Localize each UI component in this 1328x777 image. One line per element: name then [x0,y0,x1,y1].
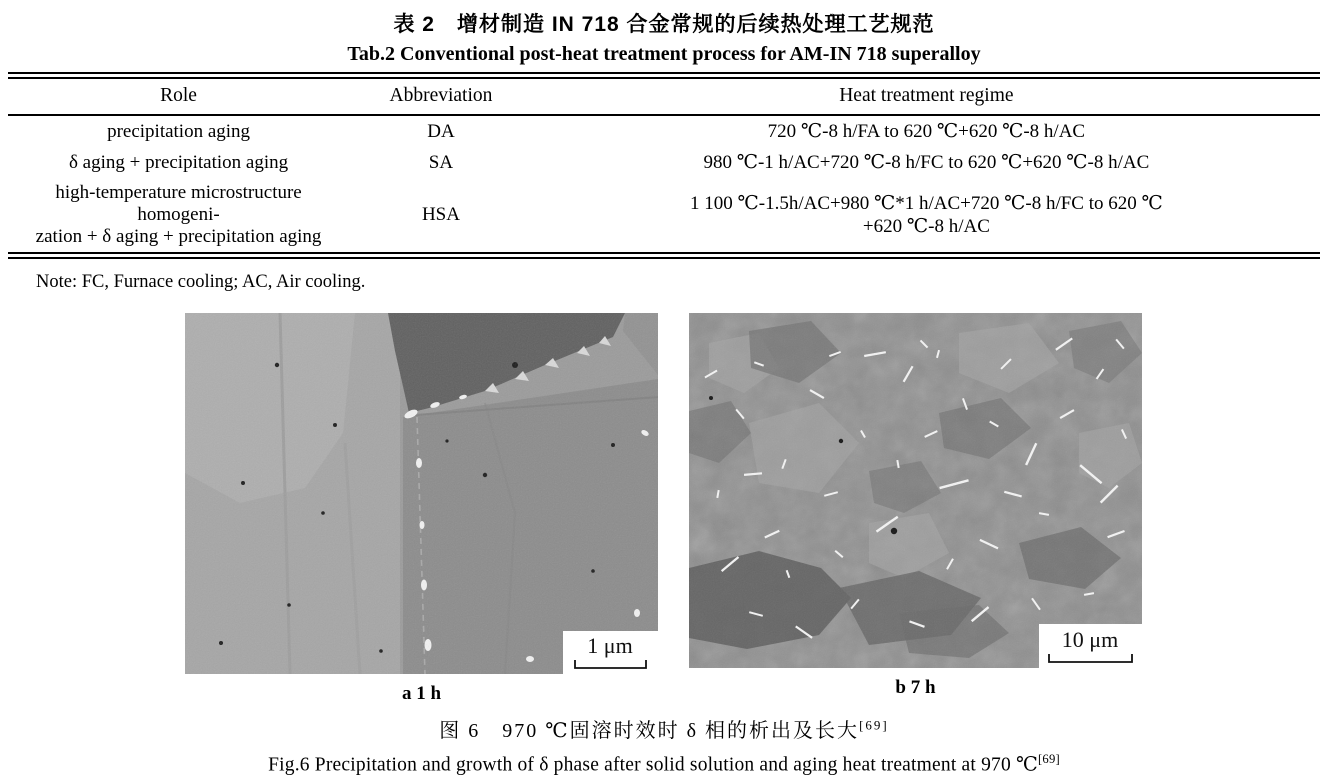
figure-caption-zh [0,714,1328,743]
micrograph-panels [185,313,1328,705]
table-title-en: Tab.2 Conventional post-heat treatment process for AM-IN 718 superalloy [347,43,981,65]
cell-abbr-sa: SA [428,151,454,173]
paper-page [0,8,1328,776]
figure-caption-en [0,752,1328,777]
cell-role-da: precipitation aging [107,120,251,142]
panel-b-label: b 7 h [895,677,936,698]
cell-regime-sa: 980 ℃-1 h/AC+720 ℃-8 h/FC to 620 ℃+620 ℃-8 h/AC [703,152,1150,173]
table-title-zh: 表 2 增材制造 IN 718 合金常规的后续热处理工艺规范 [393,13,935,36]
col-header-role: Role [160,85,197,106]
cell-regime-da: 720 ℃-8 h/FA to 620 ℃+620 ℃-8 h/AC [767,121,1086,142]
figure-6 [0,313,1328,777]
micrograph-panel-b [689,313,1142,699]
table-header-row [8,76,1320,116]
scale-bar-b-label: 10 μm [1061,627,1119,652]
reference-superscript: [69] [859,717,889,733]
table-row [8,115,1320,147]
scale-bar-a-label: 1 μm [587,633,633,658]
sem-micrograph-b [689,313,1142,668]
scale-bar-a [563,631,658,674]
micrograph-panel-a [185,313,658,705]
table-row [8,178,1320,256]
figure-caption-en-text: Fig.6 Precipitation and growth of δ phase after solid solution and aging heat treatment at 970 ℃ [268,754,1039,776]
cell-abbr-hsa: HSA [421,204,460,225]
col-header-regime: Heat treatment regime [839,85,1014,106]
table-row [8,147,1320,178]
cell-role-hsa: high-temperature microstructure homogeni- zation + δ aging + precipitation aging [35,182,322,247]
scale-bar-b [1039,624,1142,668]
table-note: Note: FC, Furnace cooling; AC, Air cooling. [36,272,366,292]
heat-treatment-table [8,72,1320,259]
reference-superscript: [69] [1038,752,1060,766]
figure-caption-zh-text: 图 6 970 ℃固溶时效时 δ 相的析出及长大 [439,720,860,742]
sem-micrograph-a [185,313,658,674]
cell-role-sa: δ aging + precipitation aging [68,151,289,173]
cell-regime-hsa: 1 100 ℃-1.5h/AC+980 ℃*1 h/AC+720 ℃-8 h/FC to 620 ℃ +620 ℃-8 h/AC [690,193,1163,237]
col-header-abbreviation: Abbreviation [389,85,493,106]
panel-a-label: a 1 h [401,683,442,704]
cell-abbr-da: DA [427,120,455,142]
